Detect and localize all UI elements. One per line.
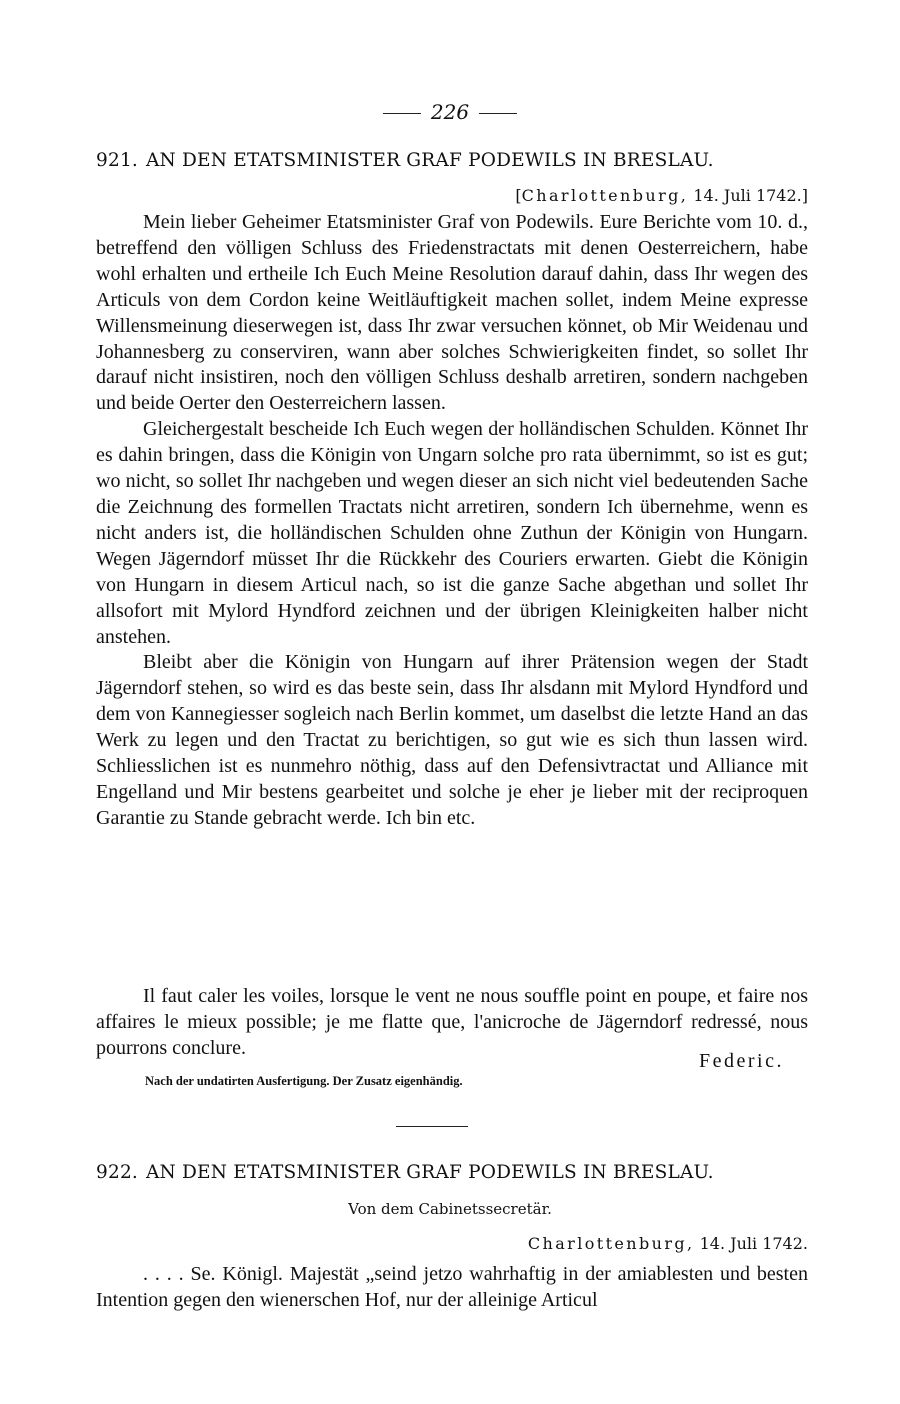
letter-921-date-rest: 14. Juli 1742.] — [693, 186, 808, 205]
letter-921-signature: Federic. — [699, 1050, 784, 1072]
letter-922-date-place: Charlottenburg, — [527, 1234, 695, 1253]
letter-921-date-bracket: [ — [515, 186, 522, 205]
letter-922-paragraph-1: . . . . Se. Königl. Majestät „seind jetzo wahrhaftig in der amiablesten und besten Intention gegen den wienerschen Hof, nur der alleinige Articul — [96, 1263, 808, 1311]
letter-922-title: AN DEN ETATSMINISTER GRAF PODEWILS IN BRESLAU. — [146, 1162, 714, 1183]
letter-921-number: 921. — [96, 150, 138, 171]
letter-921-paragraph-2: Gleichergestalt bescheide Ich Euch wegen der holländischen Schulden. Könnet Ihr es dahin bringen, dass die Königin von Ungarn solche pro rata übernimmt, so ist es gut; wo nicht, so sollet Ihr nachgeben und wegen dieser an sich nicht viel bedeutenden Sache die Zeichnung des formellen Tractats nicht arretiren, sondern Ich übernehme, wenn es nicht anders ist, die holländischen Schulden ohne Zuthun der Königin von Hungarn. Wegen Jägerndorf müsset Ihr die Rückkehr des Couriers erwarten. Giebt die Königin von Hungarn in diesem Articul nach, so ist die ganze Sache abgethan und sollet Ihr allsofort mit Mylord Hyndford zeichnen und der übrigen Kleinigkeiten halber nicht anstehen. — [96, 418, 808, 648]
letter-921-heading — [96, 150, 808, 171]
page-number-dash-right — [479, 113, 517, 114]
letter-921-title: AN DEN ETATSMINISTER GRAF PODEWILS IN BRESLAU. — [146, 150, 714, 171]
letter-922-dateline — [96, 1234, 808, 1253]
letter-922-subline: Von dem Cabinetssecretär. — [348, 1200, 552, 1218]
page-number-text: 226 — [430, 100, 470, 124]
letter-921-paragraph-1: Mein lieber Geheimer Etatsminister Graf von Podewils. Eure Berichte vom 10. d., betreffend den völligen Schluss des Friedenstractats mit denen Oesterreichern, habe wohl erhalten und ertheile Ich Euch Meine Resolution darauf dahin, dass Ihr wegen des Articuls von dem Cordon keine Weitläuftigkeit machen sollet, indem Meine expresse Willensmeinung dieserwegen ist, dass Ihr zwar versuchen könnet, ob Mir Weidenau und Johannesberg zu conserviren, wann aber solches Schwierigkeiten findet, so sollet Ihr darauf nicht insistiren, noch den völligen Schluss deshalb arretiren, sondern nachgeben und beide Oerter den Oesterreichern lassen. — [96, 211, 808, 415]
letter-922-body — [96, 1262, 808, 1314]
french-postscript-text: Il faut caler les voiles, lorsque le vent ne nous souffle point en poupe, et faire nos affaires le mieux possible; je me flatte que, l'anicroche de Jägerndorf redressé, nous pourrons conclure. — [96, 985, 808, 1059]
letter-921-paragraph-3: Bleibt aber die Königin von Hungarn auf ihrer Prätension wegen der Stadt Jägerndorf stehen, so wird es das beste sein, dass Ihr alsdann mit Mylord Hyndford und dem von Kannegiesser sogleich nach Berlin kommet, um daselbst die letzte Hand an das Werk zu legen und den Tractat zu berichtigen, so gut wie es sich thun lassen wird. Schliesslichen ist es nunmehro nöthig, dass auf den Defensivtractat und Alliance mit Engelland und Mir bestens gearbeitet und solche je eher je lieber mit der reciproquen Garantie zu Stande gebracht werde. Ich bin etc. — [96, 651, 808, 829]
letter-921-body — [96, 210, 808, 832]
letter-922-number: 922. — [96, 1162, 138, 1183]
page-number-dash-left — [383, 113, 421, 114]
letter-921-date-place: Charlottenburg, — [521, 186, 689, 205]
letter-921-source-note: Nach der undatirten Ausfertigung. Der Zusatz eigenhändig. — [145, 1074, 463, 1088]
letter-922-heading — [96, 1162, 808, 1183]
letter-921-dateline — [96, 186, 808, 205]
letter-922-date-rest: 14. Juli 1742. — [699, 1234, 808, 1253]
section-separator — [396, 1126, 468, 1127]
page-number — [0, 100, 900, 124]
